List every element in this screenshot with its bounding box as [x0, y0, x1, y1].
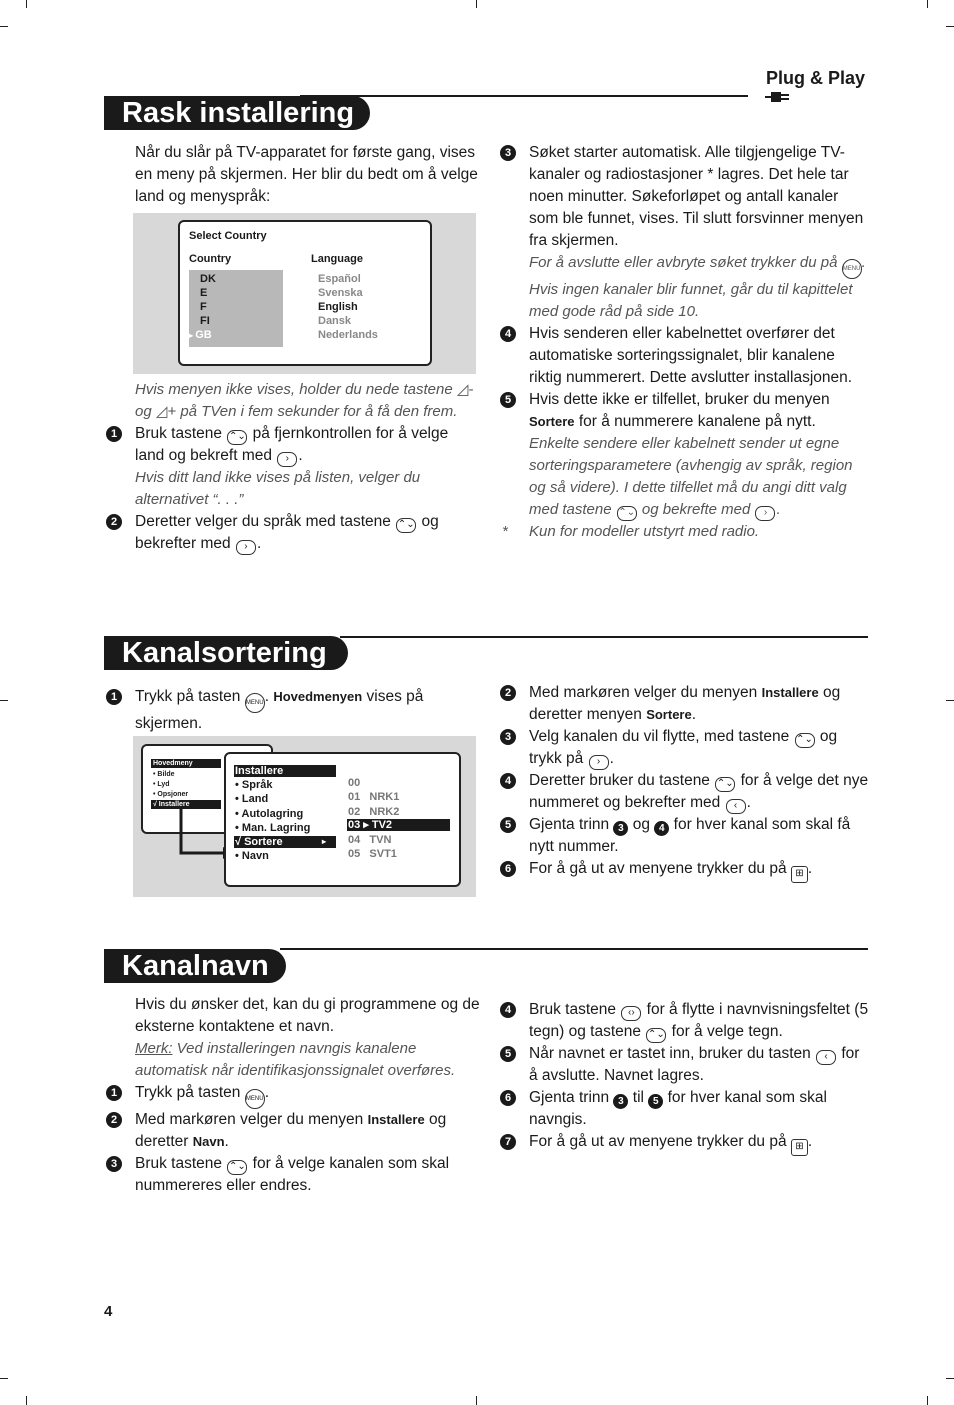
s2-step-2: 2 Med markøren velger du menyen Installere og deretter menyen Sortere. [529, 682, 869, 726]
s3-step-5: 5 Når navnet er tastet inn, bruker du tasten ‹ for å avslutte. Navnet lagres. [529, 1043, 869, 1087]
main-item-opsjoner[interactable]: • Opsjoner [153, 791, 189, 798]
left-key-icon: ‹ [816, 1050, 836, 1065]
menu-name-hovedmenyen: Hovedmenyen [273, 689, 363, 704]
s2-right-column [504, 682, 869, 883]
s2-step-3: 3 Velg kanalen du vil flytte, med tastene ⌃⌄ og trykk på › . [529, 726, 869, 770]
step-number: 4 [500, 1002, 516, 1018]
step-number: 1 [106, 426, 122, 442]
s1-right-column [502, 142, 869, 543]
s1-footnote: * Kun for modeller utstyrt med radio. [502, 523, 760, 540]
up-down-key-icon: ⌃⌄ [795, 733, 815, 748]
menu-name-installere: Installere [367, 1112, 425, 1127]
up-down-key-icon: ⌃⌄ [227, 1160, 247, 1175]
step-number: 7 [500, 1134, 516, 1150]
lang-svenska[interactable]: Svenska [318, 287, 363, 299]
volume-icon: ◿ [456, 381, 469, 398]
section-title-kanalsortering: Kanalsortering [104, 636, 348, 670]
right-key-icon: › [277, 452, 297, 467]
step-number: 4 [500, 326, 516, 342]
up-down-key-icon: ⌃⌄ [646, 1028, 666, 1043]
left-right-key-icon: ‹› [621, 1006, 641, 1021]
main-item-installere[interactable]: √ Installere [153, 801, 190, 808]
screen-heading: Select Country [189, 230, 267, 242]
lang-english[interactable]: English [318, 301, 358, 313]
channel-00[interactable]: 00 [348, 777, 361, 789]
up-down-key-icon: ⌃⌄ [396, 518, 416, 533]
channel-03-selected[interactable]: 03 ▸ TV2 [348, 819, 393, 831]
s3-left-column [110, 994, 480, 1197]
sub-item-sortere[interactable]: √ Sortere [235, 836, 283, 848]
up-down-key-icon: ⌃⌄ [227, 430, 247, 445]
submenu-title: Installere [235, 765, 284, 777]
step-ref: 5 [648, 1094, 663, 1109]
menu-name-sortere: Sortere [646, 707, 692, 722]
s1-step-5: 5 Hvis dette ikke er tilfellet, bruker du menyen Sortere for å nummerere kanalene på nytt. Enkelte sendere eller kabelnett sender ut egne sorteringsparametere (avhengig av språk, region og så videre). I dette tilfellet må du angi ditt valg med tastene ⌃⌄ og bekrefte med › . [529, 389, 869, 521]
country-dk[interactable]: DK [200, 273, 216, 285]
sub-item-land[interactable]: • Land [235, 793, 269, 805]
section-title-rask-installering: Rask installering [104, 96, 370, 130]
step-number: 3 [500, 729, 516, 745]
s1-intro: Når du slår på TV-apparatet for første gang, vises en meny på skjermen. Her blir du bedt om å velge land og menyspråk: [135, 144, 478, 205]
main-item-lyd[interactable]: • Lyd [153, 781, 170, 788]
step-number: 2 [500, 685, 516, 701]
lang-dansk[interactable]: Dansk [318, 315, 352, 327]
col-country: Country [189, 253, 232, 265]
step-ref: 3 [613, 1094, 628, 1109]
menu-key-icon: MENU [842, 259, 862, 279]
volume-icon: ◿ [155, 403, 168, 420]
step-number: 6 [500, 861, 516, 877]
step-number: 6 [500, 1090, 516, 1106]
s2-step-1: 1 Trykk på tasten MENU. Hovedmenyen vises på skjermen. [135, 686, 480, 735]
select-country-screen [133, 213, 476, 374]
up-down-key-icon: ⌃⌄ [617, 506, 637, 521]
ok-key-icon: ⊞ [791, 866, 808, 883]
s1-step-2: 2 Deretter velger du språk med tastene ⌃⌄ og bekrefter med › . [135, 511, 480, 555]
step-number: 1 [106, 1085, 122, 1101]
menu-key-icon: MENU [245, 1089, 265, 1109]
step-number: 2 [106, 514, 122, 530]
page-number: 4 [104, 1303, 113, 1320]
plug-icon [765, 90, 789, 104]
menu-name-sortere: Sortere [529, 414, 575, 429]
sub-item-navn[interactable]: • Navn [235, 850, 269, 862]
channel-05[interactable]: 05 SVT1 [348, 848, 397, 860]
step-ref: 4 [654, 821, 669, 836]
s2-step-5: 5 Gjenta trinn 3 og 4 for hver kanal som skal få nytt nummer. [529, 814, 869, 858]
step-number: 1 [106, 689, 122, 705]
cursor-arrow-icon: ▸ [189, 331, 196, 340]
ok-key-icon: ⊞ [791, 1139, 808, 1156]
step-number: 3 [106, 1156, 122, 1172]
s3-step-3: 3 Bruk tastene ⌃⌄ for å velge kanalen som skal nummereres eller endres. [135, 1153, 480, 1197]
col-language: Language [311, 253, 363, 265]
step-number: 4 [500, 773, 516, 789]
s3-note: Merk: Ved installeringen navngis kanalene automatisk når identifikasjonssignalet overføres. [135, 1040, 456, 1079]
step-number: 5 [500, 392, 516, 408]
s3-right-column [504, 999, 869, 1156]
left-key-icon: ‹ [726, 799, 746, 814]
step-number: 5 [500, 1046, 516, 1062]
s3-step-1: 1 Trykk på tasten MENU. [135, 1082, 480, 1109]
menu-key-icon: MENU [245, 693, 265, 713]
sub-item-autolagring[interactable]: • Autolagring [235, 808, 304, 820]
s3-step-4: 4 Bruk tastene ‹› for å flytte i navnvisningsfeltet (5 tegn) og tastene ⌃⌄ for å velge tegn. [529, 999, 869, 1043]
s1-step-4: 4 Hvis senderen eller kabelnettet overfører det automatiske sorteringssignalet, blir kanalene riktig nummerert. Dette avslutter installasjonen. [529, 323, 869, 389]
right-key-icon: › [755, 506, 775, 521]
lang-nederlands[interactable]: Nederlands [318, 329, 378, 341]
right-key-icon: › [589, 755, 609, 770]
s3-intro: Hvis du ønsker det, kan du gi programmene og de eksterne kontaktene et navn. [135, 996, 480, 1035]
s1-note: Hvis menyen ikke vises, holder du nede tastene ◿- og ◿+ på TVen i fem sekunder for å få den frem. [135, 381, 474, 420]
lang-espanol[interactable]: Español [318, 273, 361, 285]
s3-step-6: 6 Gjenta trinn 3 til 5 for hver kanal som skal navngis. [529, 1087, 869, 1131]
country-e[interactable]: E [200, 287, 208, 299]
s2-step-4: 4 Deretter bruker du tastene ⌃⌄ for å velge det nye nummeret og bekrefter med ‹ . [529, 770, 869, 814]
step-number: 2 [106, 1112, 122, 1128]
submenu-arrow-icon: ▸ [322, 837, 327, 846]
channel-01[interactable]: 01 NRK1 [348, 791, 400, 803]
s3-step-2: 2 Med markøren velger du menyen Installere og deretter Navn. [135, 1109, 480, 1153]
up-down-key-icon: ⌃⌄ [715, 777, 735, 792]
section-title-kanalnavn: Kanalnavn [104, 949, 286, 983]
s1-step-1-note: Hvis ditt land ikke vises på listen, velger du alternativet “. . .” [135, 469, 421, 508]
main-item-bilde[interactable]: • Bilde [153, 771, 175, 778]
channel-04[interactable]: 04 TVN [348, 834, 392, 846]
country-gb[interactable]: ▸ GB [189, 329, 212, 341]
step-ref: 3 [613, 821, 628, 836]
sub-item-sprak[interactable]: • Språk [235, 779, 273, 791]
logo-text: Plug & Play [765, 68, 865, 88]
sort-menu-screen [133, 736, 476, 897]
country-fi[interactable]: FI [200, 315, 210, 327]
country-f[interactable]: F [200, 301, 207, 313]
plug-and-play-logo [765, 68, 865, 108]
s1-left-column [135, 142, 480, 208]
s1-left-column-2 [110, 379, 480, 555]
s1-step-3: 3 Søket starter automatisk. Alle tilgjengelige TV-kanaler og radiostasjoner * lagres. Det hele tar noen minutter. Søkeforløpet og antall kanaler som ble funnet, vises. Til slutt forsvinner menyen fra skjermen. For å avslutte eller avbryte søket trykker du på MENU. Hvis ingen kanaler blir funnet, går du til kapittelet med gode råd på side 10. [529, 142, 869, 323]
s2-left-column [110, 686, 480, 735]
main-menu-title: Hovedmeny [153, 760, 193, 767]
step-number: 5 [500, 817, 516, 833]
channel-02[interactable]: 02 NRK2 [348, 806, 400, 818]
step-number: 3 [500, 145, 516, 161]
s2-step-6: 6 For å gå ut av menyene trykker du på ⊞ . [529, 858, 869, 883]
menu-name-installere: Installere [761, 685, 819, 700]
s1-step-1: 1 Bruk tastene ⌃⌄ på fjernkontrollen for å velge land og bekreft med › . Hvis ditt land ikke vises på listen, velger du alternativet “. . .” [135, 423, 480, 511]
menu-name-navn: Navn [192, 1134, 225, 1149]
s3-step-7: 7 For å gå ut av menyene trykker du på ⊞ . [529, 1131, 869, 1156]
right-key-icon: › [236, 540, 256, 555]
sub-item-man-lagring[interactable]: • Man. Lagring [235, 822, 311, 834]
